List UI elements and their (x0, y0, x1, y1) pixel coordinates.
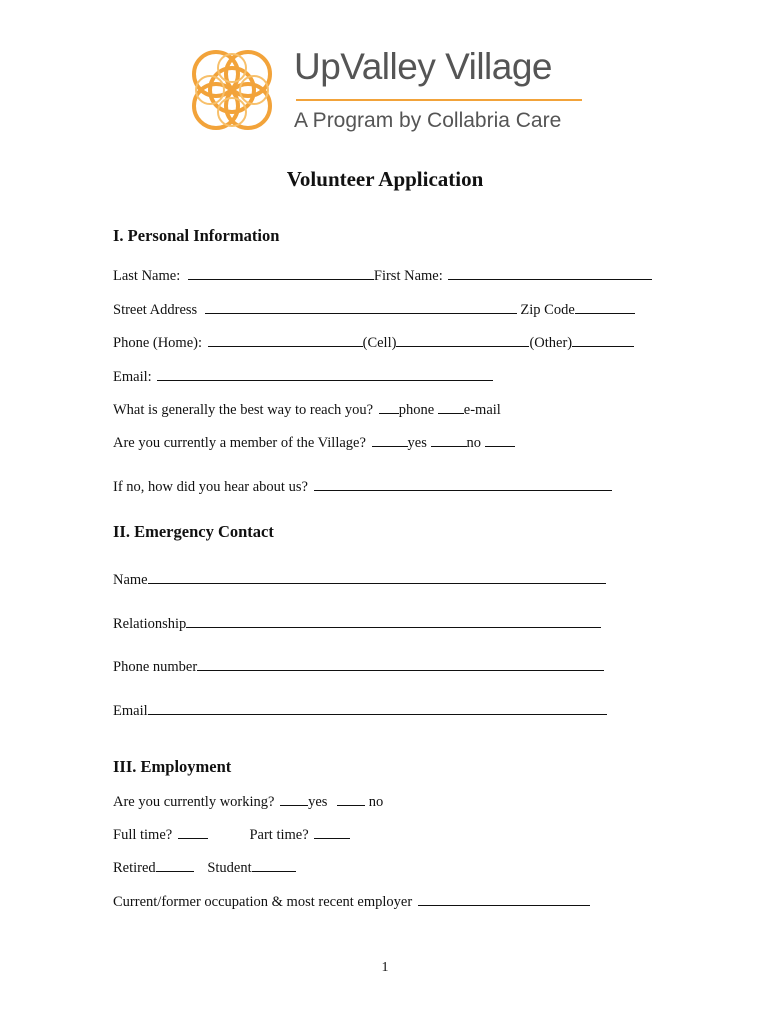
emergency-relationship-field[interactable] (186, 615, 601, 628)
time-row (113, 826, 350, 844)
page-title: Volunteer Application (286, 167, 484, 191)
organization-logo (186, 44, 586, 140)
section-heading-employment: III. Employment (113, 757, 232, 776)
emergency-email-label: Email (113, 703, 148, 719)
member-question: Are you currently a member of the Village? (113, 435, 366, 451)
emergency-name-field[interactable] (148, 571, 606, 584)
emergency-phone-row (113, 658, 604, 676)
cell-field[interactable] (396, 334, 529, 347)
full-time-field[interactable] (178, 826, 208, 839)
street-address-label: Street Address (113, 302, 198, 318)
street-address-field[interactable] (205, 301, 517, 314)
hear-question: If no, how did you hear about us? (113, 479, 308, 495)
member-no-field[interactable] (431, 434, 467, 447)
reach-row (113, 401, 501, 419)
email-row (113, 368, 493, 386)
working-yes-field[interactable] (280, 793, 308, 806)
member-extra-field[interactable] (485, 434, 515, 447)
section-heading-personal: I. Personal Information (113, 226, 280, 245)
page-number: 1 (381, 960, 389, 975)
retired-label: Retired (113, 860, 156, 876)
phone-home-field[interactable] (208, 334, 363, 347)
emergency-phone-label: Phone number (113, 659, 198, 675)
last-name-label: Last Name: (113, 268, 181, 284)
hear-field[interactable] (314, 478, 612, 491)
working-question: Are you currently working? (113, 794, 275, 810)
part-time-field[interactable] (314, 826, 350, 839)
reach-phone-label: phone (398, 402, 435, 418)
student-label: Student (207, 860, 252, 876)
part-time-label: Part time? (249, 827, 309, 843)
other-phone-field[interactable] (572, 334, 634, 347)
email-field[interactable] (157, 368, 493, 381)
emergency-name-row (113, 571, 606, 589)
working-no-field[interactable] (337, 793, 365, 806)
member-row (113, 434, 515, 452)
reach-email-field[interactable] (438, 401, 464, 414)
logo-subtitle: A Program by Collabria Care (294, 109, 562, 132)
emergency-relationship-label: Relationship (113, 616, 187, 632)
logo-name: UpValley Village (294, 46, 553, 87)
student-field[interactable] (252, 859, 296, 872)
emergency-name-label: Name (113, 572, 148, 588)
member-yes-label: yes (407, 435, 427, 451)
occupation-row (113, 893, 590, 911)
cell-label: (Cell) (362, 335, 397, 351)
member-yes-field[interactable] (372, 434, 408, 447)
working-yes-label: yes (308, 794, 328, 810)
interlocking-rings-logo-icon (186, 44, 278, 136)
occupation-field[interactable] (418, 893, 590, 906)
emergency-email-field[interactable] (148, 702, 607, 715)
logo-divider (296, 99, 582, 101)
phone-home-label: Phone (Home): (113, 335, 202, 351)
emergency-email-row (113, 702, 607, 720)
phone-row (113, 334, 634, 352)
address-row (113, 301, 635, 319)
retired-field[interactable] (156, 859, 194, 872)
other-label: (Other) (529, 335, 573, 351)
email-label: Email: (113, 369, 152, 385)
full-time-label: Full time? (113, 827, 173, 843)
working-no-label: no (368, 794, 384, 810)
emergency-relationship-row (113, 615, 601, 633)
first-name-field[interactable] (448, 267, 652, 280)
status-row (113, 859, 296, 877)
hear-row (113, 478, 612, 496)
reach-question: What is generally the best way to reach you? (113, 402, 374, 418)
first-name-label: First Name: (373, 268, 443, 284)
reach-email-label: e-mail (463, 402, 501, 418)
working-row (113, 793, 383, 811)
section-heading-emergency: II. Emergency Contact (113, 522, 274, 541)
zip-code-label: Zip Code (520, 302, 575, 318)
member-no-label: no (466, 435, 482, 451)
occupation-label: Current/former occupation & most recent employer (113, 894, 413, 910)
reach-phone-field[interactable] (379, 401, 399, 414)
emergency-phone-field[interactable] (197, 658, 604, 671)
last-name-field[interactable] (188, 267, 374, 280)
name-row (113, 267, 652, 285)
zip-code-field[interactable] (575, 301, 635, 314)
